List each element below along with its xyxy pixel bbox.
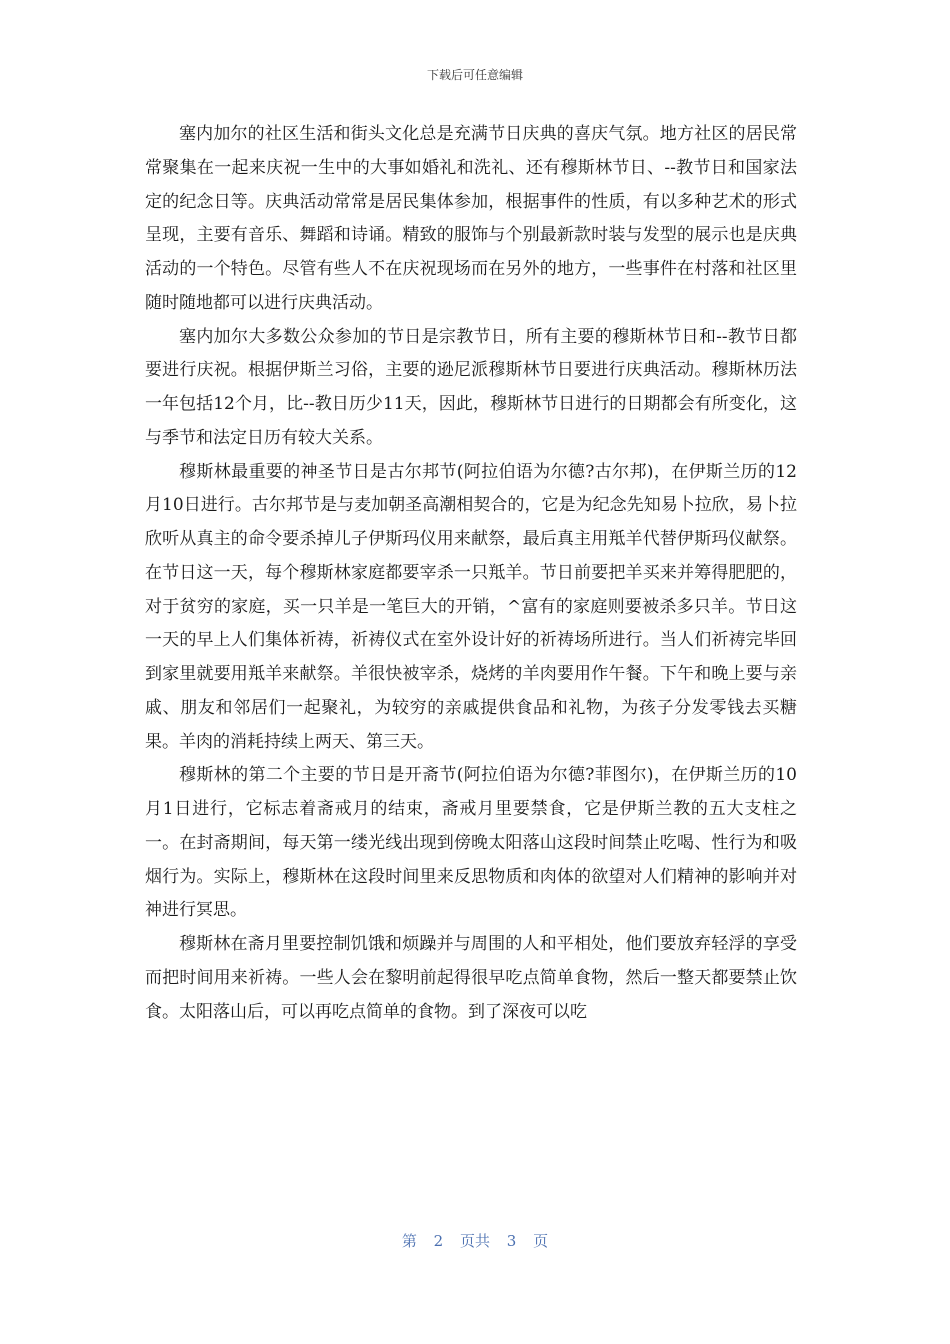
paragraph: 塞内加尔大多数公众参加的节日是宗教节日，所有主要的穆斯林节日和--教节日都要进行庆祝。根据伊斯兰习俗，主要的逊尼派穆斯林节日要进行庆典活动。穆斯林历法一年包括12个月，比--教日历少11天，因此，穆斯林节日进行的日期都会有所变化，这与季节和法定日历有较大关系。 (145, 326, 797, 448)
paragraph: 穆斯林最重要的神圣节日是古尔邦节(阿拉伯语为尔德?古尔邦)，在伊斯兰历的12月10日进行。古尔邦节是与麦加朝圣高潮相契合的，它是为纪念先知易卜拉欣，易卜拉欣听从真主的命令要杀掉儿子伊斯玛仪用来献祭，最后真主用羝羊代替伊斯玛仪献祭。在节日这一天，每个穆斯林家庭都要宰杀一只羝羊。节日前要把羊买来并筹得肥肥的，对于贫穷的家庭，买一只羊是一笔巨大的开销，^富有的家庭则要被杀多只羊。节日这一天的早上人们集体祈祷，祈祷仪式在室外设计好的祈祷场所进行。当人们祈祷完毕回到家里就要用羝羊来献祭。羊很快被宰杀，烧烤的羊肉要用作午餐。下午和晚上要与亲戚、朋友和邻居们一起聚礼，为较穷的亲戚提供食品和礼物，为孩子分发零钱去买糖果。羊肉的消耗持续上两天、第三天。 (145, 461, 797, 752)
page-header: 下载后可任意编辑 (426, 68, 523, 82)
document-body (145, 118, 797, 1029)
paragraph: 塞内加尔的社区生活和街头文化总是充满节日庆典的喜庆气氛。地方社区的居民常常聚集在一起来庆祝一生中的大事如婚礼和洗礼、还有穆斯林节日、--教节日和国家法定的纪念日等。庆典活动常常是居民集体参加，根据事件的性质，有以多种艺术的形式呈现，主要有音乐、舞蹈和诗诵。精致的服饰与个别最新款时装与发型的展示也是庆典活动的一个特色。尽管有些人不在庆祝现场而在另外的地方，一些事件在村落和社区里随时随地都可以进行庆典活动。 (145, 124, 797, 313)
page-footer: 第 2 页共 3 页 (401, 1232, 549, 1250)
paragraph: 穆斯林在斋月里要控制饥饿和烦躁并与周围的人和平相处，他们要放弃轻浮的享受而把时间用来祈祷。一些人会在黎明前起得很早吃点简单食物，然后一整天都要禁止饮食。太阳落山后，可以再吃点简单的食物。到了深夜可以吃 (145, 934, 797, 1022)
paragraph: 穆斯林的第二个主要的节日是开斋节(阿拉伯语为尔德?菲图尔)，在伊斯兰历的10月1日进行，它标志着斋戒月的结束，斋戒月里要禁食，它是伊斯兰教的五大支柱之一。在封斋期间，每天第一缕光线出现到傍晚太阳落山这段时间禁止吃喝、性行为和吸烟行为。实际上，穆斯林在这段时间里来反思物质和肉体的欲望对人们精神的影响并对神进行冥思。 (145, 765, 797, 921)
